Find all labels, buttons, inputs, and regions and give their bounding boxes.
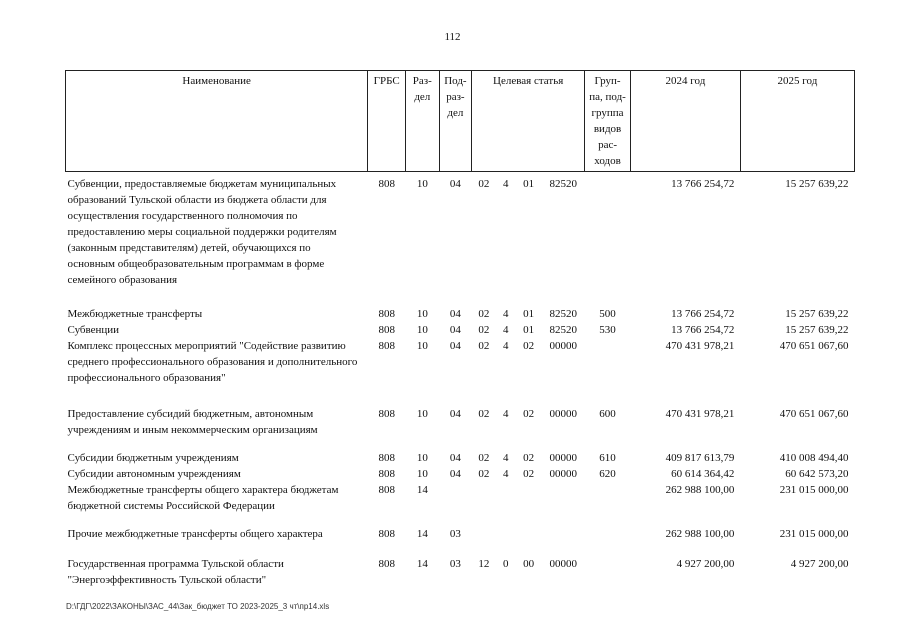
row-value-2024: 470 431 978,21 (665, 340, 735, 352)
row-target-direction: 00000 (549, 408, 578, 420)
row-target-program: 02 (478, 324, 490, 336)
row-grbs: 808 (378, 408, 395, 420)
table-row (66, 172, 855, 307)
row-expense-group (585, 482, 631, 526)
row-target-direction: 00000 (549, 340, 578, 352)
row-target-program: 02 (478, 408, 490, 420)
row-podrazdel: 03 (449, 558, 461, 570)
row-grbs: 808 (378, 484, 395, 496)
row-name: Субсидии бюджетным учреждениям (67, 452, 239, 464)
row-value-2024: 262 988 100,00 (665, 484, 735, 496)
page-number: 112 (444, 31, 461, 43)
row-value-2025: 15 257 639,22 (785, 178, 849, 190)
row-razdel: 10 (416, 340, 428, 352)
row-value-2025: 410 008 494,40 (779, 452, 849, 464)
row-grbs: 808 (378, 178, 395, 190)
row-expense-group: 500 (599, 308, 616, 320)
row-expense-group: 620 (599, 468, 616, 480)
row-value-2025: 231 015 000,00 (779, 528, 849, 540)
row-target-element: 02 (523, 340, 535, 352)
table-header-row (66, 71, 855, 172)
table-row (66, 322, 855, 338)
row-value-2025: 4 927 200,00 (790, 558, 849, 570)
row-target-direction: 00000 (549, 558, 578, 570)
row-razdel: 14 (416, 528, 428, 540)
row-expense-group: 610 (599, 452, 616, 464)
header-name: Наименование (66, 71, 368, 172)
row-value-2024: 13 766 254,72 (671, 178, 735, 190)
row-target-program (472, 526, 496, 556)
row-razdel: 10 (416, 178, 428, 190)
table-row (66, 338, 855, 406)
row-name: Субвенции (67, 324, 120, 336)
row-grbs: 808 (378, 468, 395, 480)
row-target-program: 02 (478, 308, 490, 320)
row-target-element: 00 (523, 558, 535, 570)
row-target-direction: 00000 (549, 468, 578, 480)
row-target-program: 02 (478, 340, 490, 352)
row-podrazdel: 03 (449, 528, 461, 540)
row-name: Предоставление субсидий бюджетным, автономным учреждениям и иным некоммерческим организациям (67, 408, 318, 436)
row-value-2024: 60 614 364,42 (671, 468, 735, 480)
row-expense-group (585, 172, 631, 307)
row-razdel: 10 (416, 452, 428, 464)
row-podrazdel: 04 (449, 452, 461, 464)
row-name: Субвенции, предоставляемые бюджетам муниципальных образований Тульской области из бюджета области для осуществления государственного полномочия по предоставлению меры социальной поддержки родителям (законным представителям) детей, обучающихся по основным общеобразовательным программам в форме семейного образования (67, 178, 337, 286)
row-podrazdel: 04 (449, 178, 461, 190)
row-target-element: 02 (523, 468, 535, 480)
row-grbs: 808 (378, 452, 395, 464)
table-row (66, 466, 855, 482)
row-value-2025: 231 015 000,00 (779, 484, 849, 496)
row-value-2024: 262 988 100,00 (665, 528, 735, 540)
row-podrazdel: 04 (449, 340, 461, 352)
row-expense-group (585, 556, 631, 588)
row-target-type: 4 (503, 408, 509, 420)
row-target-program: 12 (478, 558, 490, 570)
row-target-type: 4 (503, 178, 509, 190)
row-target-type (496, 526, 515, 556)
row-value-2024: 409 817 613,79 (665, 452, 735, 464)
header-grbs: ГРБС (368, 71, 406, 172)
row-value-2024: 4 927 200,00 (676, 558, 735, 570)
row-target-direction (542, 482, 585, 526)
row-podrazdel: 04 (449, 324, 461, 336)
row-name: Межбюджетные трансферты (67, 308, 203, 320)
table-row (66, 556, 855, 588)
row-razdel: 14 (416, 484, 428, 496)
row-target-program: 02 (478, 452, 490, 464)
row-razdel: 10 (416, 324, 428, 336)
row-value-2024: 13 766 254,72 (671, 308, 735, 320)
row-razdel: 10 (416, 468, 428, 480)
row-target-program: 02 (478, 468, 490, 480)
table-row (66, 450, 855, 466)
header-2025: 2025 год (740, 71, 854, 172)
row-expense-group (585, 338, 631, 406)
row-target-element: 02 (523, 452, 535, 464)
row-target-element: 01 (523, 178, 535, 190)
table-row (66, 406, 855, 450)
row-target-direction: 82520 (549, 308, 578, 320)
row-grbs: 808 (378, 324, 395, 336)
header-expense-group: Груп- па, под- группа видов рас- ходов (585, 71, 631, 172)
row-target-direction (542, 526, 585, 556)
row-podrazdel: 04 (449, 468, 461, 480)
row-grbs: 808 (378, 308, 395, 320)
row-target-type (496, 482, 515, 526)
row-value-2025: 15 257 639,22 (785, 308, 849, 320)
row-target-element (515, 526, 541, 556)
row-target-direction: 00000 (549, 452, 578, 464)
row-target-type: 0 (503, 558, 509, 570)
row-target-element (515, 482, 541, 526)
row-target-element: 01 (523, 308, 535, 320)
row-target-element: 01 (523, 324, 535, 336)
row-grbs: 808 (378, 340, 395, 352)
row-value-2025: 470 651 067,60 (779, 340, 849, 352)
row-grbs: 808 (378, 528, 395, 540)
row-target-program: 02 (478, 178, 490, 190)
row-podrazdel: 04 (449, 408, 461, 420)
row-target-type: 4 (503, 452, 509, 464)
row-expense-group (585, 526, 631, 556)
row-value-2025: 15 257 639,22 (785, 324, 849, 336)
header-2024: 2024 год (630, 71, 740, 172)
row-podrazdel: 04 (449, 308, 461, 320)
row-target-type: 4 (503, 308, 509, 320)
table-row (66, 526, 855, 556)
row-razdel: 10 (416, 408, 428, 420)
row-target-element: 02 (523, 408, 535, 420)
row-value-2024: 13 766 254,72 (671, 324, 735, 336)
row-value-2025: 470 651 067,60 (779, 408, 849, 420)
row-value-2025: 60 642 573,20 (785, 468, 849, 480)
row-target-program (472, 482, 496, 526)
row-name: Субсидии автономным учреждениям (67, 468, 241, 480)
row-target-type: 4 (503, 340, 509, 352)
header-target-article: Целевая статья (472, 71, 585, 172)
row-expense-group: 530 (599, 324, 616, 336)
row-target-type: 4 (503, 468, 509, 480)
table-body (66, 172, 855, 589)
row-name: Государственная программа Тульской области "Энергоэффективность Тульской области" (67, 558, 284, 586)
row-expense-group: 600 (599, 408, 616, 420)
row-grbs: 808 (378, 558, 395, 570)
header-razdel: Раз- дел (406, 71, 440, 172)
row-target-direction: 82520 (549, 178, 578, 190)
row-name: Межбюджетные трансферты общего характера бюджетам бюджетной системы Российской Федерации (67, 484, 339, 512)
table-row (66, 306, 855, 322)
header-podrazdel: Под- раз- дел (439, 71, 472, 172)
row-value-2024: 470 431 978,21 (665, 408, 735, 420)
row-name: Прочие межбюджетные трансферты общего характера (67, 528, 323, 540)
table-row (66, 482, 855, 526)
row-target-type: 4 (503, 324, 509, 336)
row-target-direction: 82520 (549, 324, 578, 336)
file-path-footer: D:\ГДГ\2022\ЗАКОНЫ\ЗАС_44\Зак_бюджет ТО 2023-2025_3 чт\пр14.xls (66, 602, 330, 611)
row-podrazdel (439, 482, 472, 526)
row-razdel: 14 (416, 558, 428, 570)
budget-table (65, 70, 855, 588)
row-name: Комплекс процессных мероприятий "Содействие развитию среднего профессионального образования и дополнительного профессионального образования" (67, 340, 358, 384)
row-razdel: 10 (416, 308, 428, 320)
